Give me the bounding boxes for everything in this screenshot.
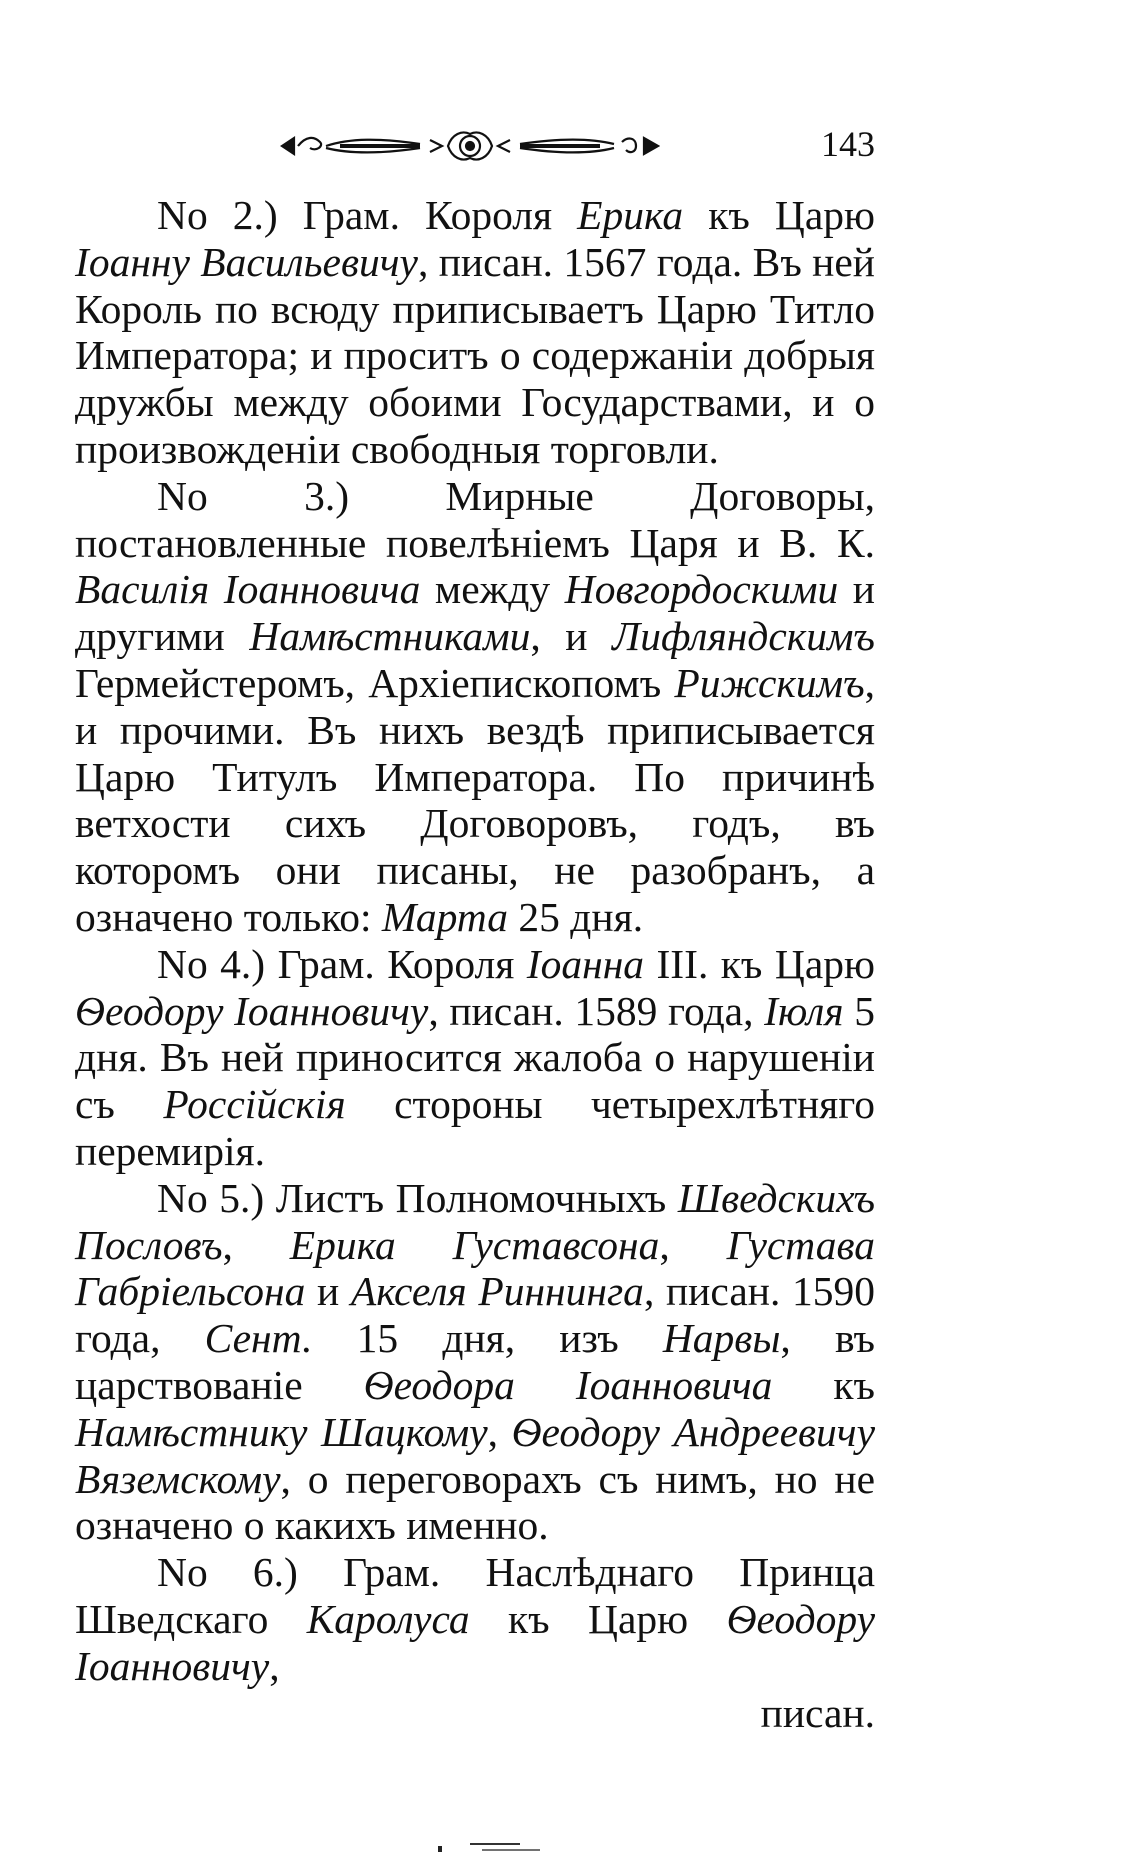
- text-run: No 6.) Грам. Наслѣднаго Принца Шведскаго: [75, 1549, 875, 1642]
- decorative-header-ornament-icon: [280, 128, 660, 164]
- italic-name: Нарвы: [662, 1315, 781, 1362]
- text-run: , въ царствованіе: [75, 1315, 875, 1408]
- text-run: , писан. 1567 года. Въ ней Король по всюду приписываетъ Царю Титло Императора; и проситъ о содержаніи добрыя дружбы между обоими Государствами, и о произвожденіи свободныя торговли.: [75, 238, 875, 472]
- italic-name: Іоанну Васильевичу: [75, 238, 418, 285]
- text-run: стороны четырехлѣтняго перемирія.: [75, 1081, 875, 1174]
- text-run: ,: [269, 1642, 280, 1689]
- italic-name: Намѣстниками: [249, 613, 531, 660]
- text-run: и другими: [75, 566, 875, 660]
- entry-no4: [75, 941, 875, 1175]
- text-run: , о переговорахъ съ нимъ, но не означено о какихъ именно.: [75, 1455, 875, 1549]
- text-run: No 3.) Мирные Договоры, постановленные повелѣніемъ Царя и В. К.: [75, 472, 875, 566]
- italic-name: Густава Габріельсона: [75, 1221, 876, 1315]
- text-run: No 2.) Грам. Короля: [157, 192, 578, 238]
- italic-name: Ерика Густавсона: [289, 1221, 660, 1268]
- italic-name: Ѳеодору Іоанновичу: [75, 987, 429, 1034]
- text-run: къ Царю: [469, 1595, 727, 1642]
- text-run: между: [420, 566, 565, 613]
- text-run: , и: [530, 613, 613, 660]
- text-run: писан.: [760, 1689, 875, 1736]
- entry-no3: [75, 473, 875, 941]
- italic-name: Іюля: [764, 987, 844, 1034]
- text-run: III. къ Царю: [644, 940, 875, 987]
- page-number: 143: [821, 124, 875, 164]
- text-run: и: [305, 1268, 351, 1315]
- italic-name: Каролуса: [306, 1595, 470, 1642]
- text-run: ,: [487, 1408, 512, 1455]
- italic-name: Намѣстнику Шацкому: [75, 1408, 488, 1455]
- text-run: ,: [659, 1221, 727, 1268]
- italic-name: Ерика: [577, 192, 684, 238]
- entry-no2: [75, 192, 875, 473]
- text-run: No 4.) Грам. Короля: [157, 940, 527, 987]
- text-run: 15 дня, изъ: [312, 1315, 663, 1362]
- text-run: къ Царю: [683, 192, 875, 238]
- text-run: ,: [222, 1221, 290, 1268]
- text-run: , и прочими. Въ нихъ вездѣ приписывается Царю Титулъ Императора. По причинѣ ветхости сихъ Договоровъ, годъ, въ которомъ они писаны, не разобранъ, а означено только:: [75, 659, 875, 940]
- document-body: [75, 192, 875, 1736]
- italic-name: Ѳеодора Іоанновича: [363, 1361, 773, 1408]
- italic-name: Новгордоскими: [564, 566, 839, 613]
- entry-no6: [75, 1549, 875, 1736]
- text-run: 25 дня.: [508, 893, 644, 940]
- bottom-smudge-marks: [430, 1838, 570, 1858]
- page-header: [270, 110, 875, 170]
- text-run: къ: [772, 1361, 875, 1408]
- text-run: No 5.) Листъ Полномочныхъ: [157, 1174, 678, 1221]
- italic-name: Сент.: [204, 1315, 313, 1362]
- text-run: , писан. 1589 года,: [428, 987, 765, 1034]
- text-run: 5 дня. Въ ней приносится жалоба о нарушеніи съ: [75, 987, 876, 1128]
- italic-name: Рижскимъ: [674, 659, 865, 706]
- italic-name: Лифляндскимъ: [612, 613, 875, 660]
- italic-name: Шведскихъ Пословъ: [75, 1174, 875, 1268]
- entry-no5: [75, 1175, 875, 1549]
- text-run: Гермейстеромъ, Архіепископомъ: [75, 659, 675, 706]
- text-run: , писан. 1590 года,: [75, 1268, 875, 1362]
- italic-name: Василія Іоанновича: [75, 566, 421, 613]
- italic-name: Іоанна: [526, 940, 645, 987]
- italic-name: Акселя Риннинга: [350, 1268, 644, 1315]
- italic-name: Марта: [381, 893, 509, 940]
- italic-name: Ѳеодору Андреевичу Вяземскому: [75, 1408, 875, 1502]
- italic-name: Ѳеодору Іоанновичу: [75, 1595, 875, 1689]
- italic-name: Россійскія: [163, 1081, 346, 1128]
